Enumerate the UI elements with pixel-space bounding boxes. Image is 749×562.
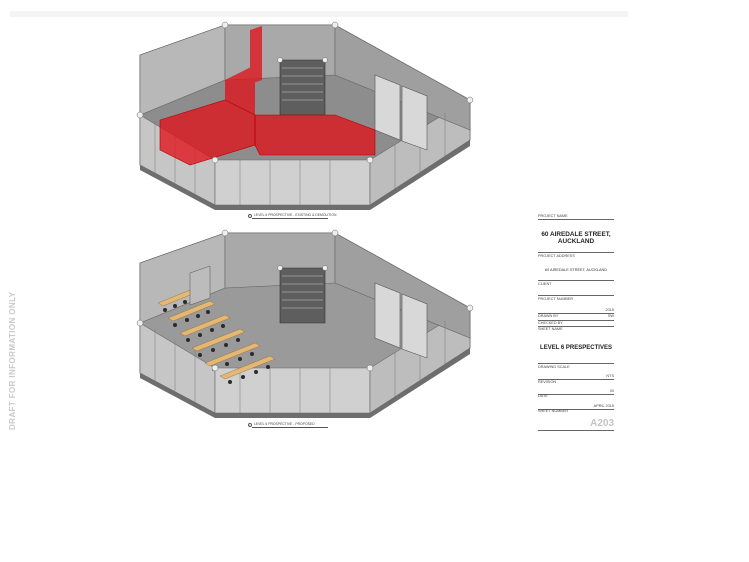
view-caption-existing: LEVEL 6 PROSPECTIVE - EXISTING & DEMOLITION bbox=[254, 213, 337, 217]
checked-by-label: CHECKED BY bbox=[538, 321, 563, 325]
title-block-rule bbox=[538, 219, 614, 220]
revision-label: REVISION bbox=[538, 380, 557, 384]
sheet-name-label: SHEET NAME bbox=[538, 327, 563, 331]
date-label: DATE bbox=[538, 394, 548, 398]
isometric-view-existing-demolition bbox=[130, 20, 475, 210]
sheet-number: A203 bbox=[590, 418, 614, 429]
title-block-rule bbox=[538, 363, 614, 364]
drawn-by: SW bbox=[607, 314, 614, 318]
revision: 00 bbox=[609, 389, 614, 393]
lift-shaft-1 bbox=[375, 75, 400, 140]
project-name-line2: AUCKLAND bbox=[557, 238, 595, 245]
project-name-label: PROJECT NAME bbox=[538, 214, 568, 218]
title-block-rule bbox=[538, 430, 614, 431]
sheet-name: LEVEL 6 PRESPECTIVES bbox=[540, 345, 612, 351]
sheet-number-label: SHEET NUMBER bbox=[538, 409, 569, 413]
drawing-scale-label: DRAWING SCALE bbox=[538, 365, 570, 369]
drawn-by-label: DRAWN BY bbox=[538, 314, 559, 318]
lift-shaft-1 bbox=[375, 283, 400, 348]
project-address: 60 AIREDALE STREET, AUCKLAND bbox=[544, 268, 608, 272]
drawing-scale: NTS bbox=[606, 374, 614, 378]
lift-shaft-2 bbox=[402, 86, 427, 150]
draft-notice: DRAFT FOR INFORMATION ONLY bbox=[8, 291, 17, 430]
project-number: 2015 bbox=[605, 308, 614, 312]
lift-shaft-2 bbox=[402, 294, 427, 358]
project-number-label: PROJECT NUMBER bbox=[538, 297, 574, 301]
date: APRIL 2015 bbox=[593, 404, 614, 408]
caption-underline bbox=[252, 427, 328, 428]
title-block-rule bbox=[538, 394, 614, 395]
exterior-wall-front bbox=[215, 368, 370, 413]
caption-underline bbox=[252, 218, 328, 219]
title-block-rule bbox=[538, 252, 614, 253]
title-block-rule bbox=[538, 295, 614, 296]
isometric-view-proposed bbox=[130, 228, 475, 418]
exterior-wall-front bbox=[215, 160, 370, 205]
meeting-room bbox=[190, 266, 210, 305]
view-caption-proposed: LEVEL 6 PROSPECTIVE - PROPOSED bbox=[254, 422, 315, 426]
project-address-label: PROJECT ADDRESS bbox=[538, 254, 575, 258]
client-label: CLIENT bbox=[538, 282, 552, 286]
title-block-rule bbox=[538, 280, 614, 281]
sheet-top-band bbox=[10, 11, 628, 17]
project-name-line1: 60 AIREDALE STREET, bbox=[541, 231, 611, 238]
